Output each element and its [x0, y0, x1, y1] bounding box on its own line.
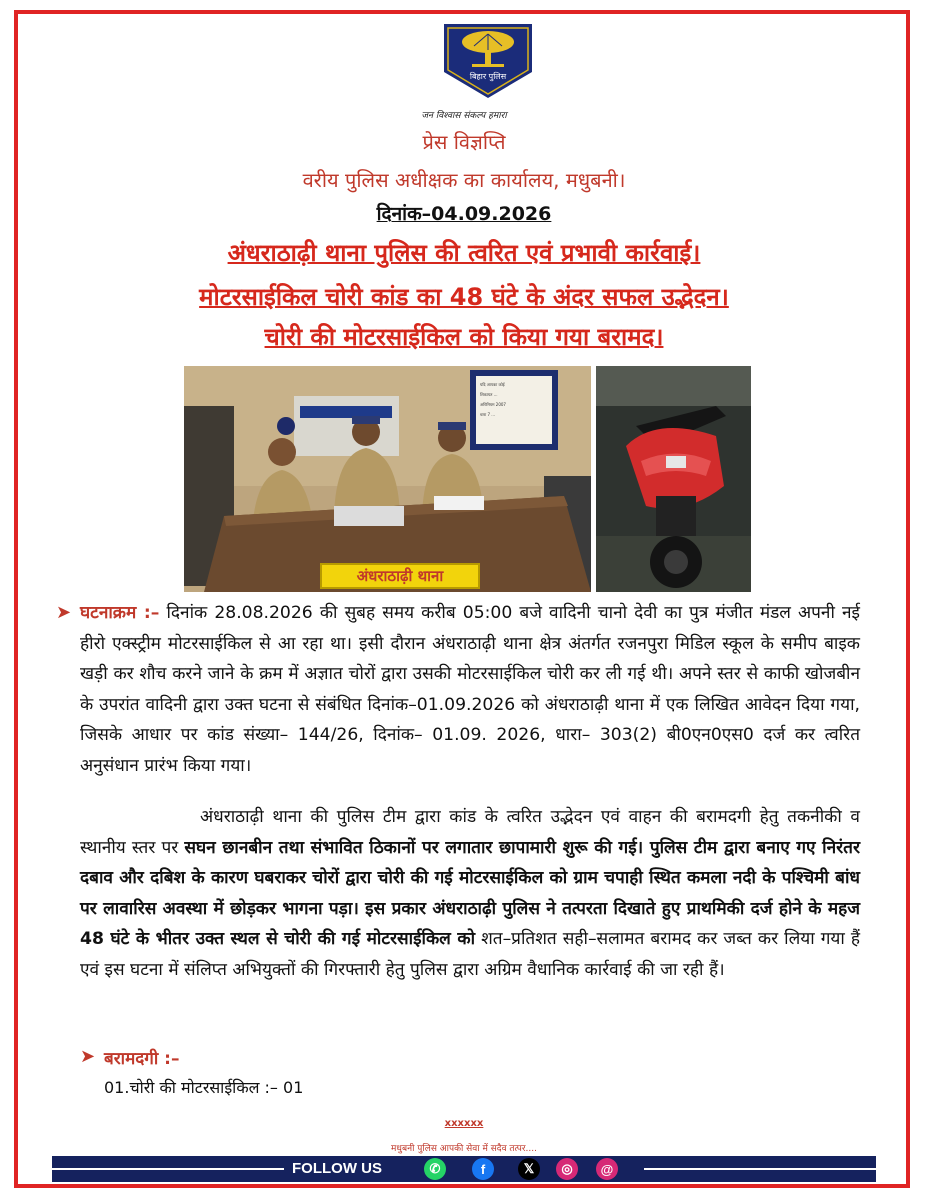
svg-text:बिहार पुलिस: बिहार पुलिस: [469, 72, 507, 81]
action-text-bold: सघन छानबीन तथा संभावित ठिकानों पर लगातार छापामारी शुरू की गई। पुलिस टीम द्वारा बनाए गए निरंतर दबाव और दबिश के कारण घबराकर चोरों द्वारा चोरी की गई मोटरसाईकिल को ग्राम चपाही स्थित कमला नदी के पश्चिमी बांध पर लावारिस अवस्था में छोड़कर भागना पड़ा। इस प्रकार अंधराठाढ़ी पुलिस ने तत्परता दिखाते हुए प्राथमिकी दर्ज होने के महज 48 घंटे के भीतर उक्त स्थल से चोरी की गई मोटरसाईकिल को: [80, 837, 860, 949]
footer-motto: मधुबनी पुलिस आपकी सेवा में सदैव तत्पर....: [391, 1144, 537, 1154]
follow-us-label: FOLLOW US: [292, 1160, 382, 1177]
arrow-icon: ➤: [80, 1046, 96, 1067]
action-text-a: अंधराठाढ़ी थाना की पुलिस टीम द्वारा कांड के त्वरित उद्भेदन एवं वाहन की बरामदगी हेतु तकनीकी व स्थानीय स्तर पर: [80, 807, 860, 858]
press-date: दिनांक–04.09.2026: [376, 203, 552, 225]
whatsapp-icon[interactable]: ✆: [424, 1158, 446, 1180]
recovery-item: 01.चोरी की मोटरसाईकिल :– 01: [104, 1078, 304, 1097]
action-text-c: शत–प्रतिशत सही–सलामत बरामद कर जब्त कर लिया गया हैं एवं इस घटना में संलिप्त अभियुक्तों की गिरफ्तारी हेतु पुलिस द्वारा अग्रिम वैधानिक कार्रवाई की जा रही हैं।: [80, 929, 860, 980]
incident-paragraph: [56, 598, 860, 781]
x-icon[interactable]: 𝕏: [518, 1158, 540, 1180]
action-paragraph: [80, 802, 860, 985]
recovery-label: बरामदगी :–: [104, 1049, 180, 1069]
incident-text: दिनांक 28.08.2026 की सुबह समय करीब 05:00 बजे वादिनी चानो देवी का पुत्र मंजीत मंडल अपनी नई हीरो एक्स्ट्रीम मोटरसाईकिल से आ रहा था। इसी दौरान अंधराठाढ़ी थाना क्षेत्र अंतर्गत रजनपुरा मिडिल स्कूल के समीप बाइक खड़ी कर शौच करने जाने के क्रम में अज्ञात चोरों द्वारा उसकी मोटरसाईकिल चोरी कर ली गई थी। अपने स्तर से काफी खोजबीन के उपरांत वादिनी द्वारा उक्त घटना से संबंधित दिनांक–01.09.2026 को अंधराठाढ़ी थाना में एक लिखित आवेदन दिया गया, जिसके आधार पर कांड संख्या– 144/26, दिनांक– 01.09. 2026, धारा– 303(2) बी0एन0एस0 दर्ज कर त्वरित अनुसंधान प्रारंभ किया गया।: [80, 603, 860, 776]
headline-2: मोटरसाईकिल चोरी कांड का 48 घंटे के अंदर सफल उद्भेदन।: [199, 283, 729, 311]
recovered-motorcycle-photo: [596, 366, 751, 592]
tagline: जन विश्वास संकल्प हमारा: [421, 111, 507, 121]
follow-band: [52, 1156, 876, 1182]
photo-caption: अंधराठाढ़ी थाना: [320, 563, 480, 589]
svg-text:शिकायत ...: शिकायत ...: [480, 392, 498, 397]
threads-icon[interactable]: @: [596, 1158, 618, 1180]
instagram-icon[interactable]: ◎: [556, 1158, 578, 1180]
arrow-icon: ➤: [56, 602, 72, 623]
svg-text:यदि आपका कोई: यदि आपका कोई: [480, 382, 505, 387]
office-name: वरीय पुलिस अधीक्षक का कार्यालय, मधुबनी।: [302, 168, 626, 192]
bihar-police-logo: [438, 20, 538, 100]
recovery-heading: [80, 1046, 180, 1069]
end-separator: xxxxxx: [444, 1118, 484, 1129]
svg-text:धारा 7 ...: धारा 7 ...: [480, 412, 496, 417]
doc-type: प्रेस विज्ञप्ति: [422, 130, 506, 154]
svg-text:अधिनियम 2007: अधिनियम 2007: [480, 402, 506, 407]
incident-label: घटनाक्रम :–: [80, 603, 160, 623]
police-officers-photo: [184, 366, 591, 592]
headline-3: चोरी की मोटरसाईकिल को किया गया बरामद।: [264, 323, 664, 351]
facebook-icon[interactable]: f: [472, 1158, 494, 1180]
headline-1: अंधराठाढ़ी थाना पुलिस की त्वरित एवं प्रभावी कार्रवाई।: [227, 239, 701, 267]
